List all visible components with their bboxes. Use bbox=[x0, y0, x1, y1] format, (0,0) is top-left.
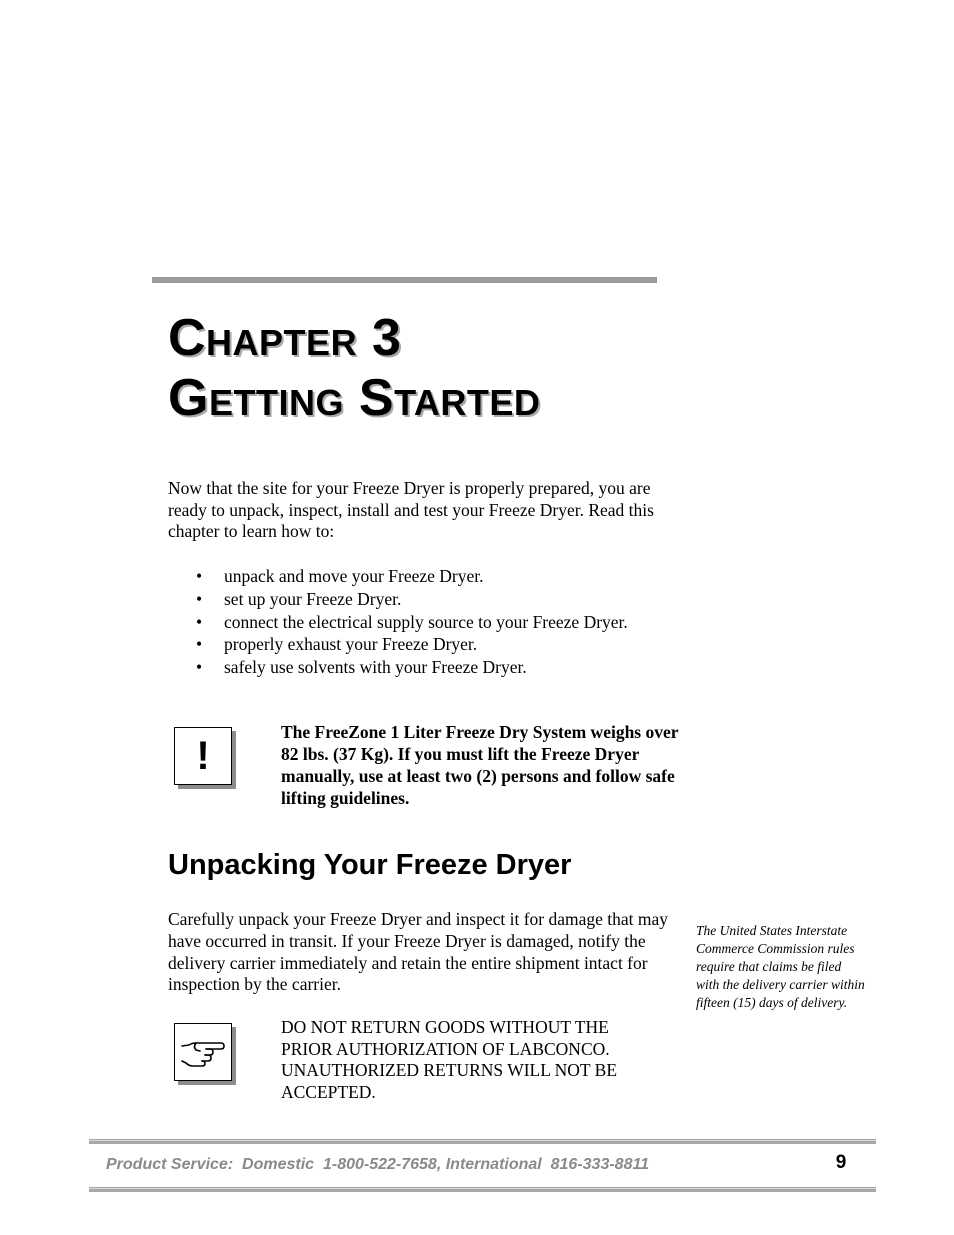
hand-glyph-icon bbox=[180, 1037, 226, 1067]
chapter-top-rule bbox=[152, 277, 657, 283]
warning-icon bbox=[174, 727, 232, 785]
intro-paragraph: Now that the site for your Freeze Dryer is properly prepared, you are ready to unpack, inspect, install and test your Freeze Dryer. Read this chapter to learn how to: bbox=[168, 478, 654, 541]
chapter-topics-list bbox=[196, 565, 628, 679]
list-item: • properly exhaust your Freeze Dryer. bbox=[196, 633, 628, 656]
list-item: • unpack and move your Freeze Dryer. bbox=[196, 565, 628, 588]
list-item: • set up your Freeze Dryer. bbox=[196, 588, 628, 611]
pointing-hand-icon bbox=[174, 1023, 232, 1081]
section-heading: Unpacking Your Freeze Dryer bbox=[168, 849, 572, 881]
return-caution-text: DO NOT RETURN GOODS WITHOUT THE PRIOR AUTHORIZATION OF LABCONCO. UNAUTHORIZED RETURNS WILL NOT BE ACCEPTED. bbox=[281, 1017, 618, 1103]
footer-bottom-rule bbox=[89, 1187, 876, 1192]
list-item: • connect the electrical supply source to your Freeze Dryer. bbox=[196, 611, 628, 634]
chapter-name: Getting Started bbox=[168, 369, 541, 427]
weight-warning-text: The FreeZone 1 Liter Freeze Dry System weighs over 82 lbs. (37 Kg). If you must lift the Freeze Dryer manually, use at least two (2) persons and follow safe lifting guidelines. bbox=[281, 722, 679, 808]
footer-top-rule bbox=[89, 1139, 876, 1144]
margin-note: The United States Interstate Commerce Commission rules require that claims be filed with the delivery carrier within fifteen (15) days of delivery. bbox=[696, 923, 865, 1010]
exclamation-icon: ! bbox=[196, 734, 210, 778]
list-item: • safely use solvents with your Freeze Dryer. bbox=[196, 656, 628, 679]
footer-contact: Product Service: Domestic 1-800-522-7658, International 816-333-8811 bbox=[106, 1156, 650, 1173]
chapter-title bbox=[168, 308, 540, 428]
page-number: 9 bbox=[835, 1152, 847, 1173]
chapter-number: Chapter 3 bbox=[168, 309, 402, 367]
unpacking-paragraph: Carefully unpack your Freeze Dryer and inspect it for damage that may have occurred in transit. If your Freeze Dryer is damaged, notify the delivery carrier immediately and retain the entire shipment intact for inspection by the carrier. bbox=[168, 909, 669, 995]
